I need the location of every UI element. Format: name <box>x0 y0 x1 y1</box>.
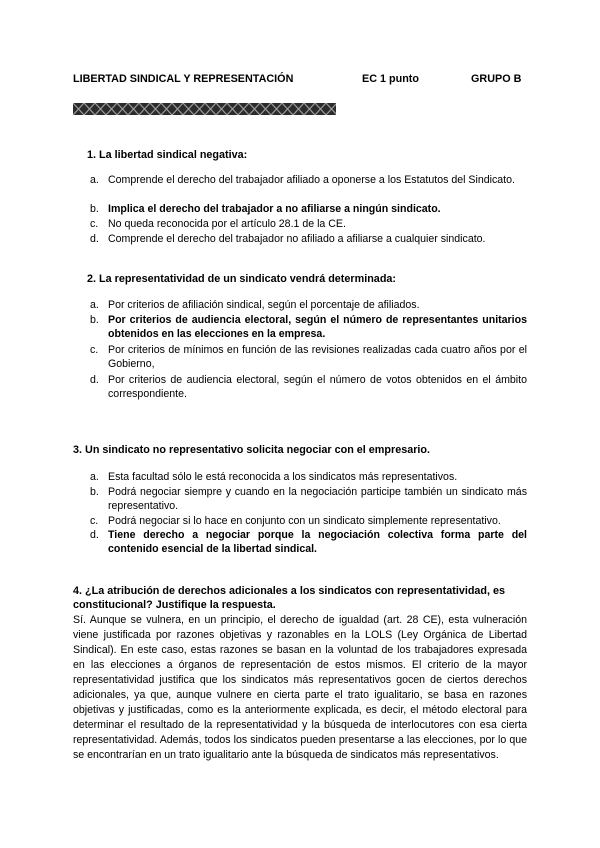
option-text: Comprende el derecho del trabajador no afiliado a afiliarse a cualquier sindicato. <box>108 233 486 245</box>
question-number: 4. <box>73 585 83 597</box>
question-1 <box>87 148 247 162</box>
option-letter: d. <box>90 233 99 245</box>
group-label: GRUPO B <box>471 73 522 85</box>
option-letter: d. <box>90 374 99 386</box>
question-text: Un sindicato no representativo solicita negociar con el empresario. <box>85 444 431 456</box>
option-letter: a. <box>90 471 99 483</box>
option-text: No queda reconocida por el artículo 28.1 de la CE. <box>108 218 346 230</box>
redaction-pattern <box>73 103 336 115</box>
question-number: 1. <box>87 149 97 161</box>
option-text: Por criterios de audiencia electoral, según el número de votos obtenidos en el ámbito correspondiente. <box>108 374 527 401</box>
option-text: Por criterios de afiliación sindical, según el porcentaje de afiliados. <box>108 299 420 311</box>
option-text: Comprende el derecho del trabajador afiliado a oponerse a los Estatutos del Sindicato. <box>108 174 515 186</box>
question-4-answer: Sí. Aunque se vulnera, en un principio, el derecho de igualdad (art. 28 CE), esta vulneración viene justificada por razones objetivas y razonables en la LOLS (Ley Orgánica de Libertad Sindical). En este caso, estas razones se basan en la voluntad de los trabajadores expresada en las elecciones a órganos de representación de estos mismos. El criterio de la mayor representatividad justifica que los sindicatos más representativos gocen de ciertos derechos adicionales, ya que, aunque vulnere en cierta parte el trato igualitario, se basa en razones objetivas y justificadas, como es la anteriormente explicada, es decir, el método electoral para determinar el resultado de la representatividad y la búsqueda de interlocutores con esa cierta representatividad. Además, todos los sindicatos pueden presentarse a las elecciones, por lo que se encontrarían en un trato igualitario ante la búsqueda de sindicatos más representativos. <box>73 614 527 761</box>
document-title: LIBERTAD SINDICAL Y REPRESENTACIÓN <box>73 73 294 85</box>
question-number: 2. <box>87 273 97 285</box>
option-letter: d. <box>90 529 99 541</box>
option-letter: c. <box>90 344 99 356</box>
option-letter: c. <box>90 218 99 230</box>
question-text: La libertad sindical negativa: <box>99 149 248 161</box>
option-letter: a. <box>90 299 99 311</box>
option-letter: a. <box>90 174 99 186</box>
question-text: La representatividad de un sindicato vendrá determinada: <box>99 273 397 285</box>
option-text: Podrá negociar si lo hace en conjunto con un sindicato simplemente representativo. <box>108 515 501 527</box>
option-letter: b. <box>90 314 99 326</box>
points-label: EC 1 punto <box>362 73 419 85</box>
question-text: ¿La atribución de derechos adicionales a los sindicatos con representatividad, es constitucional? Justifique la respuesta. <box>73 585 506 611</box>
option-text: Tiene derecho a negociar porque la negociación colectiva forma parte del contenido esencial de la libertad sindical. <box>108 529 527 556</box>
option-letter: c. <box>90 515 99 527</box>
option-text: Podrá negociar siempre y cuando en la negociación participe también un sindicato más representativo. <box>108 486 527 513</box>
redacted-name-bar <box>73 103 336 115</box>
question-4 <box>73 584 527 612</box>
option-text: Por criterios de mínimos en función de las revisiones realizadas cada cuatro años por el Gobierno, <box>108 344 527 371</box>
option-text: Esta facultad sólo le está reconocida a los sindicatos más representativos. <box>108 471 458 483</box>
option-letter: b. <box>90 486 99 498</box>
option-text: Implica el derecho del trabajador a no afiliarse a ningún sindicato. <box>108 203 441 215</box>
question-number: 3. <box>73 444 83 456</box>
option-letter: b. <box>90 203 99 215</box>
question-3 <box>73 443 430 457</box>
question-2 <box>87 272 396 286</box>
option-text: Por criterios de audiencia electoral, según el número de representantes unitarios obtenidos en las elecciones en la empresa. <box>108 314 527 341</box>
